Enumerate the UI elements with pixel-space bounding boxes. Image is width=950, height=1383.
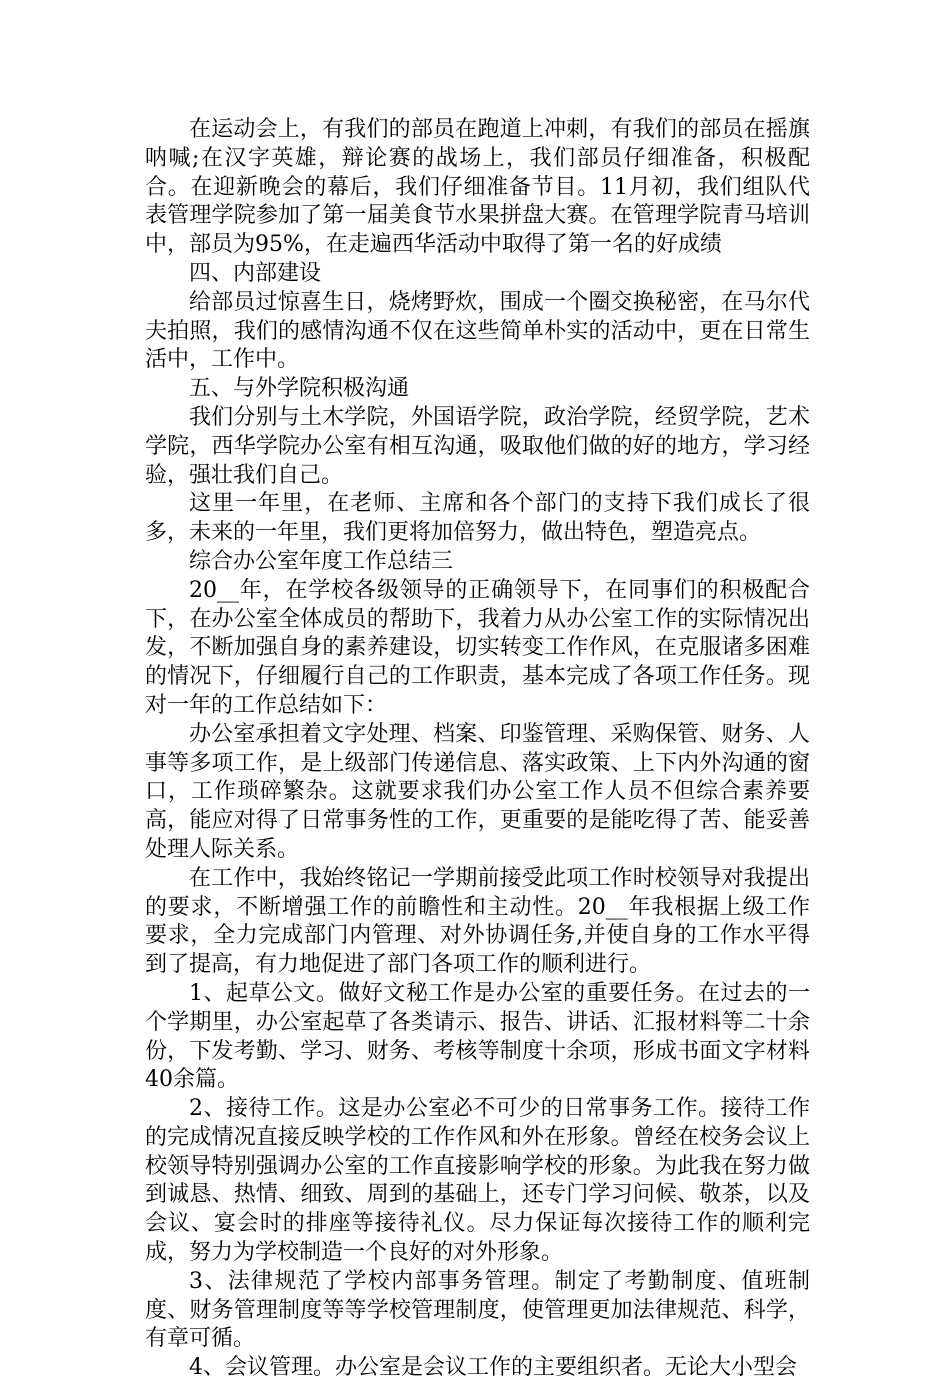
paragraph-item-regulations: 3、法律规范了学校内部事务管理。制定了考勤制度、值班制度、财务管理制度等等学校管理制度，使管理更加法律规范、科学，有章可循。 xyxy=(145,1268,810,1352)
paragraph-external-communication: 我们分别与土木学院，外国语学院，政治学院，经贸学院，艺术学院，西华学院办公室有相互沟通，吸取他们做的好的地方，学习经验，强壮我们自己。 xyxy=(145,404,810,488)
paragraph-item-meetings: 4、会议管理。办公室是会议工作的主要组织者。无论大小型会 xyxy=(189,1355,797,1381)
paragraph-item-drafting: 1、起草公文。做好文秘工作是办公室的重要任务。在过去的一个学期里，办公室起草了各类请示、报告、讲话、汇报材料等二十余份，下发考勤、学习、财务、考核等制度十余项，形成书面文字材料40余篇。 xyxy=(145,980,810,1093)
paragraph-work-approach: 在工作中，我始终铭记一学期前接受此项工作时校领导对我提出的要求，不断增强工作的前瞻性和主动性。20__年我根据上级工作要求，全力完成部门内管理、对外协调任务,并使自身的工作水平得到了提高，有力地促进了部门各项工作的顺利进行。 xyxy=(145,865,810,978)
document-page xyxy=(145,116,810,1383)
section-heading-internal-building: 四、内部建设 xyxy=(189,260,322,286)
paragraph-office-duties: 办公室承担着文字处理、档案、印鉴管理、采购保管、财务、人事等多项工作，是上级部门传递信息、落实政策、上下内外沟通的窗口，工作琐碎繁杂。这就要求我们办公室工作人员不但综合素养要高，能应对得了日常事务性的工作，更重要的是能吃得了苦、能妥善处理人际关系。 xyxy=(145,721,810,862)
paragraph-growth: 这里一年里，在老师、主席和各个部门的支持下我们成长了很多，未来的一年里，我们更将加倍努力，做出特色，塑造亮点。 xyxy=(145,491,810,546)
section-heading-summary-three: 综合办公室年度工作总结三 xyxy=(189,548,454,574)
paragraph-internal-building: 给部员过惊喜生日，烧烤野炊，围成一个圈交换秘密，在马尔代夫拍照，我们的感情沟通不仅在这些简单朴实的活动中，更在日常生活中，工作中。 xyxy=(145,289,810,373)
paragraph-year-overview: 20__年，在学校各级领导的正确领导下，在同事们的积极配合下，在办公室全体成员的帮助下，我着力从办公室工作的实际情况出发，不断加强自身的素养建设，切实转变工作作风，在克服诸多困难的情况下，仔细履行自己的工作职责，基本完成了各项工作任务。现对一年的工作总结如下： xyxy=(145,577,810,718)
paragraph-item-reception: 2、接待工作。这是办公室必不可少的日常事务工作。接待工作的完成情况直接反映学校的工作作风和外在形象。曾经在校务会议上校领导特别强调办公室的工作直接影响学校的形象。为此我在努力做到诚恳、热情、细致、周到的基础上，还专门学习问候、敬茶，以及会议、宴会时的排座等接待礼仪。尽力保证每次接待工作的顺利完成，努力为学校制造一个良好的对外形象。 xyxy=(145,1096,810,1266)
section-heading-external-communication: 五、与外学院积极沟通 xyxy=(189,376,410,402)
paragraph-sports-events: 在运动会上，有我们的部员在跑道上冲刺，有我们的部员在摇旗呐喊;在汉字英雄，辩论赛的战场上，我们部员仔细准备，积极配合。在迎新晚会的幕后，我们仔细准备节目。11月初，我们组队代表管理学院参加了第一届美食节水果拼盘大赛。在管理学院青马培训中，部员为95%，在走遍西华活动中取得了第一名的好成绩 xyxy=(145,117,810,258)
